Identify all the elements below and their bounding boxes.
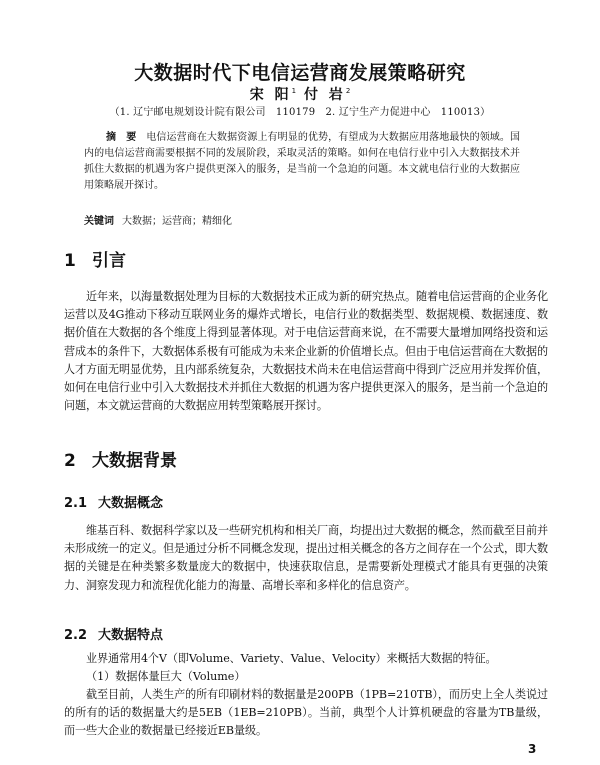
subsection-title: 大数据特点 <box>98 628 164 643</box>
author-2: 付 岩 <box>303 87 346 103</box>
keywords <box>84 214 520 230</box>
keywords-text: 大数据；运营商；精细化 <box>122 216 232 227</box>
volume-paragraph: 截至目前，人类生产的所有印刷材料的数据量是200PB（1PB=210TB），而历史上全人类说过的所有的话的数据量大约是5EB（1EB=210PB）。当前，典型个人计算机硬盘的容量为TB量级，而一些大企业的数据量已经接近EB量级。 <box>64 688 548 738</box>
subsection-number: 2.1 <box>64 496 88 511</box>
subsection-heading-2-2 <box>64 624 163 643</box>
abstract <box>84 130 520 194</box>
author-1: 宋 阳 <box>249 87 292 103</box>
feature-item-volume: （1）数据体量巨大（Volume） <box>86 670 246 683</box>
page-number: 3 <box>528 742 537 756</box>
subsection-number: 2.2 <box>64 628 88 643</box>
author-2-sup: 2 <box>345 87 351 95</box>
keywords-label: 关键词 <box>84 216 114 227</box>
affiliation: （1. 辽宁邮电规划设计院有限公司 110179 2. 辽宁生产力促进中心 110013） <box>109 107 491 118</box>
section-heading-1 <box>64 246 126 271</box>
section-heading-2 <box>64 446 177 471</box>
paper-title: 大数据时代下电信运营商发展策略研究 <box>134 62 466 84</box>
section-title: 大数据背景 <box>92 451 177 471</box>
section-title: 引言 <box>92 251 126 271</box>
abstract-label: 摘 要 <box>106 132 137 143</box>
subsection-heading-2-1 <box>64 492 163 511</box>
intro-paragraph: 近年来，以海量数据处理为目标的大数据技术正成为新的研究热点。随着电信运营商的企业务化运营以及4G推动下移动互联网业务的爆炸式增长，电信行业的数据类型、数据规模、数据速度、数据价值在大数据的各个维度上得到显著体现。对于电信运营商来说，在不需要大量增加网络投资和运营成本的条件下，大数据体系极有可能成为未来企业新的价值增长点。但由于电信运营商在大数据的人才方面无明显优势，且内部系统复杂，大数据技术尚未在电信运营商中得到广泛应用并发挥价值，如何在电信行业中引入大数据技术并抓住大数据的机遇为客户提供更深入的服务，是当前一个急迫的问题，本文就运营商的大数据应用转型策略展开探讨。 <box>64 290 548 413</box>
subsection-title: 大数据概念 <box>98 496 164 511</box>
features-intro: 业界通常用4个V（即Volume、Variety、Value、Velocity）来概括大数据的特征。 <box>86 652 497 665</box>
section-number: 1 <box>64 251 76 271</box>
abstract-text: 电信运营商在大数据资源上有明显的优势，有望成为大数据应用落地最快的领域。国内的电信运营商需要根据不同的发展阶段，采取灵活的策略。如何在电信行业中引入大数据技术并抓住大数据的机遇为客户提供更深入的服务，是当前一个急迫的问题。本文就电信行业的大数据应用策略展开探讨。 <box>84 132 521 191</box>
section-number: 2 <box>64 451 76 471</box>
concept-paragraph: 维基百科、数据科学家以及一些研究机构和相关厂商，均提出过大数据的概念，然而截至目前并未形成统一的定义。但是通过分析不同概念发现，提出过相关概念的各方之间存在一个公式，即大数据的关键是在种类繁多数量庞大的数据中，快速获取信息，是需要新处理模式才能具有更强的决策力、洞察发现力和流程优化能力的海量、高增长率和多样化的信息资产。 <box>64 524 548 592</box>
author-1-sup: 1 <box>291 87 297 95</box>
author-line <box>0 84 600 104</box>
